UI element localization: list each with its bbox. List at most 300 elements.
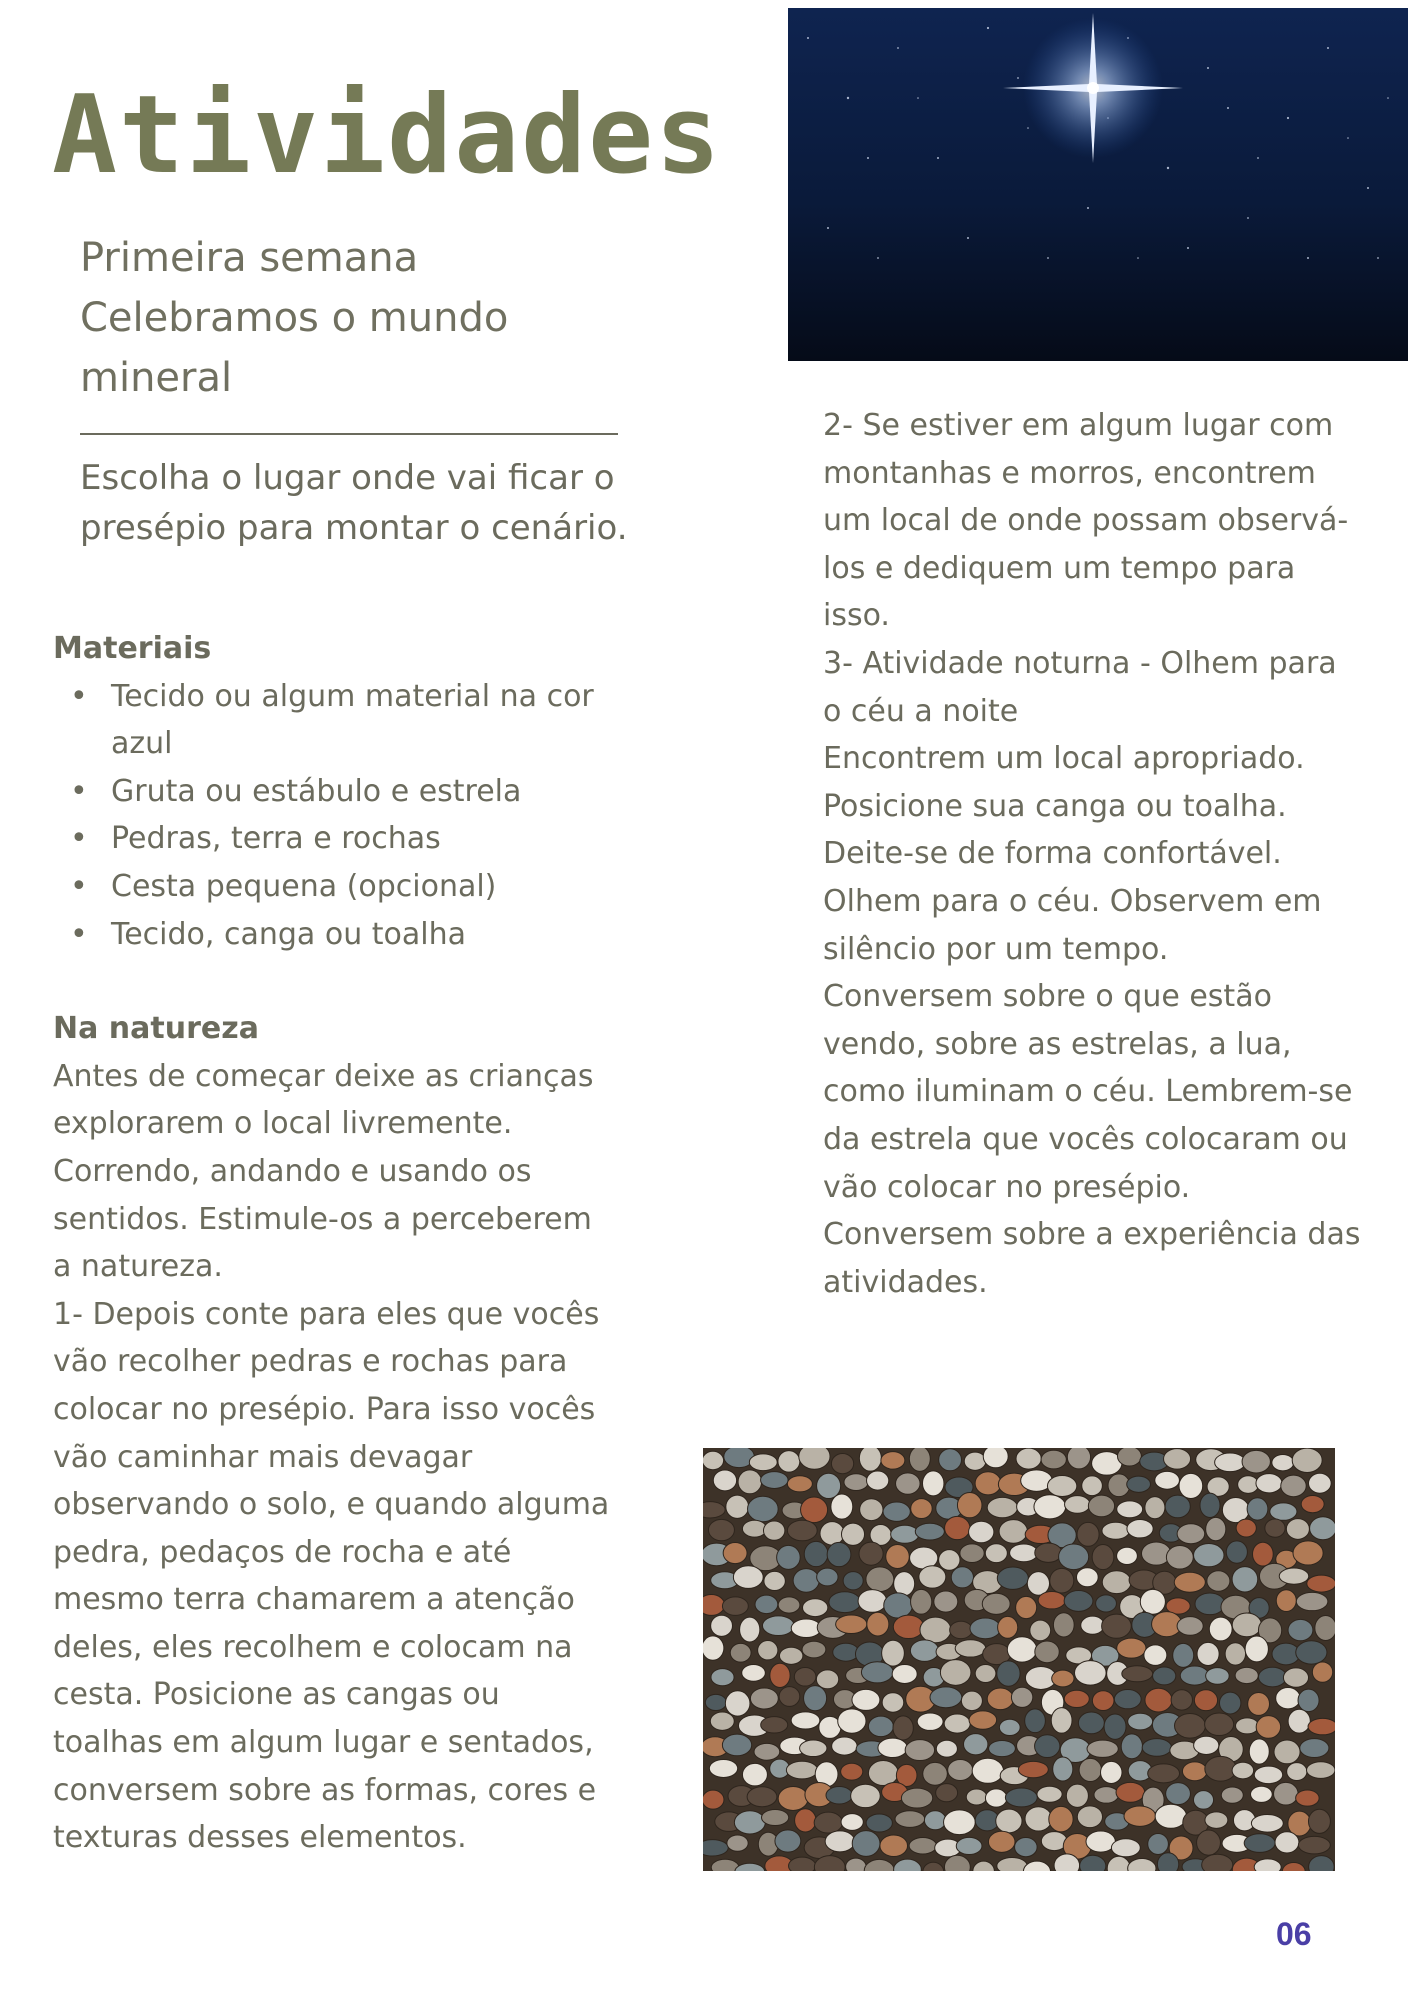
pebble	[964, 1734, 988, 1755]
pebble	[934, 1591, 958, 1612]
pebble	[1298, 1836, 1330, 1853]
pebble	[1124, 1806, 1156, 1826]
pebble	[836, 1615, 867, 1633]
pebble	[1166, 1546, 1193, 1570]
pebble	[742, 1520, 766, 1537]
pebble	[891, 1525, 919, 1543]
pebble	[802, 1641, 826, 1658]
pebble	[945, 1516, 970, 1539]
pebble	[1286, 1519, 1309, 1540]
pebble	[1308, 1718, 1335, 1734]
pebble	[1253, 1542, 1274, 1566]
pebble	[1298, 1689, 1319, 1711]
week-line: Primeira semana	[80, 235, 419, 281]
bullet-icon: •	[70, 916, 88, 952]
pebble	[1171, 1690, 1192, 1710]
pebble	[778, 1451, 800, 1473]
pebble	[1165, 1495, 1190, 1518]
pebble	[1232, 1567, 1258, 1592]
pebble	[1155, 1804, 1186, 1828]
pebble	[1296, 1641, 1327, 1664]
pebble	[787, 1520, 817, 1541]
week-line: Celebramos o mundo	[80, 295, 509, 341]
pebble	[764, 1571, 785, 1590]
pebble	[1315, 1616, 1335, 1641]
divider	[80, 433, 618, 435]
pebble	[911, 1589, 932, 1614]
pebble	[989, 1740, 1016, 1756]
pebble	[970, 1618, 1001, 1639]
pebble	[775, 1830, 801, 1852]
pebble	[1308, 1809, 1330, 1833]
pebble	[944, 1714, 970, 1733]
pebble	[1066, 1784, 1088, 1807]
pebble	[1236, 1519, 1256, 1537]
pebble	[894, 1859, 922, 1871]
pebble	[838, 1709, 866, 1733]
pebble	[1307, 1762, 1335, 1779]
pebble	[1193, 1791, 1213, 1810]
pebble	[1275, 1832, 1299, 1853]
pebble	[722, 1597, 748, 1615]
pebble	[831, 1494, 853, 1519]
pebble	[762, 1616, 794, 1636]
pebble	[886, 1544, 910, 1568]
pebble	[911, 1499, 932, 1519]
pebble	[726, 1495, 749, 1518]
pebble	[1094, 1787, 1119, 1804]
pebble	[749, 1454, 777, 1471]
pebble	[1082, 1476, 1103, 1496]
pebble	[1282, 1862, 1305, 1871]
pebble	[1177, 1524, 1205, 1544]
pebble	[1117, 1501, 1143, 1518]
pebble	[1092, 1545, 1114, 1570]
pebble	[1148, 1764, 1180, 1783]
pebble	[917, 1713, 943, 1730]
pebble	[1023, 1861, 1050, 1871]
pebble	[957, 1493, 982, 1518]
pebble	[861, 1662, 893, 1683]
pebble	[1221, 1787, 1243, 1803]
pebble	[1051, 1708, 1072, 1734]
pebble	[761, 1472, 788, 1489]
pebble	[936, 1740, 957, 1757]
pebble	[951, 1567, 973, 1588]
pebble	[1219, 1692, 1240, 1714]
pebble	[1244, 1834, 1275, 1853]
pebble	[1288, 1709, 1310, 1733]
pebble	[1166, 1783, 1191, 1805]
pebble	[1145, 1497, 1165, 1519]
pebble	[1025, 1709, 1046, 1733]
pebble	[866, 1814, 892, 1832]
pebble	[1035, 1641, 1059, 1663]
pebble	[1182, 1762, 1207, 1781]
pebble	[998, 1616, 1018, 1638]
pebble	[1142, 1739, 1171, 1757]
bullet-icon: •	[70, 821, 88, 857]
week-line: mineral	[80, 355, 233, 401]
pebble	[878, 1738, 907, 1757]
pebble	[711, 1669, 734, 1686]
pebble	[713, 1470, 736, 1491]
pebble	[1197, 1642, 1219, 1665]
pebble	[777, 1545, 801, 1569]
pebble	[1081, 1616, 1105, 1634]
pebble	[1102, 1522, 1130, 1539]
pebble	[1248, 1692, 1270, 1715]
pebble	[1016, 1596, 1037, 1618]
pebble	[1053, 1757, 1073, 1781]
pebble	[820, 1522, 844, 1545]
pebble	[1249, 1739, 1269, 1764]
pebble	[1251, 1814, 1283, 1832]
bullet-icon: •	[70, 868, 88, 904]
pebble	[1121, 1734, 1142, 1759]
pebble	[1117, 1448, 1141, 1466]
pebble	[880, 1835, 908, 1857]
pebble	[730, 1643, 751, 1662]
pebble	[1215, 1453, 1246, 1472]
right-paragraph: Conversem sobre o que estão vendo, sobre as estrelas, a lua, como iluminam o céu. Lembrem-se da estrela que vocês colocaram ou vão colocar no presépio.	[823, 979, 1353, 1205]
pebble	[1016, 1448, 1041, 1469]
pebble	[703, 1636, 724, 1660]
pebble	[1102, 1614, 1132, 1638]
pebble	[910, 1640, 938, 1662]
pebble	[793, 1569, 819, 1593]
pebble	[982, 1593, 1010, 1614]
pebble	[1092, 1691, 1114, 1711]
pebble	[1200, 1493, 1220, 1517]
pebble	[973, 1861, 995, 1871]
pebble	[1174, 1572, 1205, 1592]
pebble	[1153, 1667, 1176, 1685]
pebble	[705, 1694, 726, 1710]
pebble	[1111, 1839, 1140, 1857]
right-column	[823, 402, 1363, 1306]
pebble	[939, 1550, 960, 1571]
pebble	[920, 1617, 951, 1643]
pebble	[770, 1663, 790, 1687]
pebble	[750, 1688, 778, 1709]
pebble	[1312, 1662, 1332, 1682]
pebble	[883, 1502, 910, 1521]
pebble	[1127, 1476, 1151, 1492]
pebble	[975, 1472, 1001, 1495]
pebble	[1157, 1853, 1178, 1871]
pebble	[1078, 1712, 1104, 1734]
pebble	[868, 1761, 898, 1786]
pebble	[1035, 1543, 1062, 1562]
pebble	[708, 1519, 734, 1540]
pebble	[748, 1496, 779, 1521]
pebble	[794, 1667, 816, 1686]
pebble	[827, 1542, 851, 1566]
pebble	[829, 1592, 861, 1613]
pebble	[1209, 1617, 1232, 1641]
pebble	[895, 1811, 925, 1828]
pebble	[801, 1497, 828, 1523]
pebble	[1102, 1571, 1131, 1594]
pebble	[867, 1612, 889, 1636]
pebbles-illustration	[703, 1448, 1335, 1871]
pebble	[1301, 1495, 1324, 1512]
pebble	[1101, 1761, 1122, 1783]
pebble	[825, 1831, 855, 1852]
pebble	[817, 1568, 838, 1586]
pebble	[1127, 1520, 1153, 1538]
pebble	[738, 1470, 762, 1494]
pebble	[1235, 1667, 1258, 1683]
pebble	[999, 1719, 1020, 1735]
materials-list	[53, 673, 613, 959]
bullet-icon: •	[70, 678, 88, 714]
list-item: • Tecido ou algum material na cor azul	[53, 673, 613, 768]
pebble	[1177, 1617, 1203, 1636]
pebble	[851, 1784, 881, 1807]
right-paragraph: Deite-se de forma confortável.	[823, 836, 1282, 872]
pebble	[924, 1811, 946, 1830]
pebble	[1104, 1714, 1126, 1739]
pebble	[940, 1660, 971, 1686]
right-paragraph: Olhem para o céu. Observem em silêncio por um tempo.	[823, 883, 1322, 967]
pebble	[787, 1476, 812, 1492]
pebble	[800, 1740, 827, 1757]
pebble	[1059, 1544, 1089, 1570]
list-item: • Tecido, canga ou toalha	[53, 911, 613, 959]
pebble	[909, 1838, 936, 1854]
pebble	[1288, 1619, 1313, 1640]
pebble	[778, 1786, 808, 1810]
pebble	[1296, 1790, 1319, 1806]
pebble	[710, 1712, 734, 1730]
pebble	[1035, 1735, 1060, 1758]
pebble	[884, 1593, 913, 1618]
pebble	[960, 1544, 984, 1563]
pebble	[923, 1762, 948, 1785]
pebble	[740, 1617, 760, 1642]
list-item: • Pedras, terra e rochas	[53, 815, 613, 863]
pebble	[1038, 1592, 1065, 1609]
pebble	[799, 1448, 830, 1469]
pebble	[969, 1521, 994, 1542]
pebble	[733, 1566, 763, 1589]
pebble	[1272, 1454, 1294, 1470]
nature-heading: Na natureza	[53, 1011, 259, 1047]
pebble	[1238, 1476, 1259, 1494]
pebble	[1276, 1590, 1296, 1612]
pebble	[1025, 1807, 1052, 1831]
pebble	[755, 1595, 778, 1613]
pebble	[1096, 1595, 1117, 1612]
pebbles-image	[703, 1448, 1335, 1871]
pebble	[944, 1810, 976, 1835]
pebble	[1107, 1856, 1130, 1871]
pebble	[703, 1451, 724, 1469]
pebble	[1256, 1716, 1280, 1739]
pebble	[747, 1787, 777, 1807]
pebble	[1226, 1541, 1247, 1563]
pebble	[1074, 1661, 1106, 1686]
pebble	[997, 1661, 1020, 1686]
pebble	[948, 1759, 973, 1780]
list-item: • Cesta pequena (opcional)	[53, 863, 613, 911]
nature-paragraph: Antes de começar deixe as crianças explorarem o local livremente. Correndo, andando e usando os sentidos. Estimule-os a perceberem a natureza.	[53, 1058, 594, 1285]
pebble	[711, 1859, 739, 1871]
pebble	[860, 1499, 883, 1521]
pebble	[988, 1831, 1015, 1852]
pebble	[1122, 1666, 1153, 1682]
pebble	[1236, 1718, 1259, 1734]
pebble	[923, 1471, 944, 1496]
pebble	[867, 1471, 889, 1490]
pebble	[966, 1789, 987, 1805]
pebble	[1086, 1831, 1115, 1852]
pebble	[843, 1572, 863, 1590]
pebble	[754, 1743, 780, 1760]
pebble	[703, 1790, 724, 1809]
pebble	[892, 1664, 917, 1683]
pebble	[1225, 1643, 1245, 1665]
pebble	[1164, 1449, 1191, 1469]
pebble	[1296, 1592, 1328, 1610]
page-number: 06	[1276, 1916, 1312, 1952]
pebble	[722, 1734, 751, 1756]
pebble	[882, 1693, 904, 1713]
pebble	[1194, 1544, 1224, 1567]
pebble	[939, 1449, 962, 1471]
week-heading	[80, 228, 640, 408]
pebble	[1037, 1786, 1062, 1802]
right-paragraph: 3- Atividade noturna - Olhem para o céu a noite	[823, 645, 1337, 729]
pebble	[950, 1621, 973, 1638]
pebble	[779, 1647, 802, 1664]
pebble	[1144, 1645, 1167, 1666]
pebble	[1173, 1643, 1194, 1667]
pebble	[1293, 1541, 1323, 1565]
pebble	[779, 1687, 800, 1707]
pebble	[803, 1599, 828, 1617]
pebble	[1175, 1713, 1206, 1738]
pebble	[804, 1541, 828, 1566]
pebble	[1195, 1593, 1225, 1615]
list-item: • Gruta ou estábulo e estrela	[53, 768, 613, 816]
pebble	[859, 1542, 883, 1565]
pebble	[742, 1763, 767, 1785]
pebble	[923, 1862, 944, 1871]
pebble	[972, 1758, 1003, 1783]
bullet-icon: •	[70, 773, 88, 809]
pebble	[844, 1474, 868, 1491]
pebble	[1274, 1782, 1299, 1805]
pebble	[985, 1789, 1007, 1807]
pebble	[1179, 1473, 1203, 1498]
pebble	[909, 1448, 930, 1471]
pebble	[791, 1712, 820, 1729]
pebble	[1265, 1519, 1285, 1537]
pebble	[1064, 1590, 1093, 1611]
pebble	[804, 1686, 827, 1711]
intro-text: Escolha o lugar onde vai ficar o presépio para montar o cenário.	[80, 458, 628, 548]
pebble	[1041, 1450, 1066, 1469]
pebble	[1205, 1812, 1228, 1828]
pebble	[1202, 1854, 1233, 1871]
right-paragraph: Posicione sua canga ou toalha.	[823, 788, 1287, 824]
pebble	[1254, 1766, 1282, 1784]
pebble	[841, 1523, 864, 1545]
pebble	[1287, 1763, 1307, 1781]
pebble	[999, 1520, 1027, 1544]
pebble	[1117, 1638, 1146, 1658]
pebble	[964, 1452, 986, 1470]
pebble	[1232, 1613, 1261, 1637]
pebble	[1077, 1522, 1099, 1546]
nature-paragraph: 1- Depois conte para eles que vocês vão recolher pedras e rochas para colocar no presépio. Para isso vocês vão caminhar mais devagar observando o solo, e quando alguma pedra, pedaços de rocha e até mesmo terra chamarem a atenção deles, eles recolhem e colocam na cesta. Posicione as cangas ou toalhas em algum lugar e sentados, conversem sobre as formas, cores e texturas desses elementos.	[53, 1296, 610, 1856]
pebble	[1050, 1568, 1074, 1593]
pebble	[1254, 1859, 1281, 1871]
pebble	[930, 1687, 962, 1708]
pebble	[1292, 1448, 1322, 1472]
pebble	[1079, 1758, 1101, 1781]
right-paragraph: Encontrem um local apropriado.	[823, 741, 1305, 777]
pebble	[846, 1858, 867, 1871]
pebble	[841, 1763, 863, 1780]
pebble	[742, 1665, 766, 1682]
pebble	[1047, 1475, 1076, 1496]
pebble	[762, 1809, 789, 1825]
right-paragraph: 2- Se estiver em algum lugar com montanhas e morros, encontrem um local de onde possam observá-los e dediquem um tempo para isso.	[823, 408, 1349, 634]
pebble	[1140, 1589, 1165, 1614]
materials-heading: Materiais	[53, 631, 212, 666]
pebble	[1011, 1687, 1032, 1707]
pebble	[1052, 1670, 1074, 1687]
pebble	[1067, 1448, 1090, 1469]
pebble	[1034, 1495, 1066, 1519]
pebble	[1015, 1837, 1038, 1856]
pebble	[1274, 1740, 1300, 1764]
pebble	[1276, 1688, 1301, 1709]
pebble	[944, 1855, 970, 1871]
pebble	[1077, 1806, 1102, 1828]
pebble	[1128, 1713, 1153, 1730]
pebble	[1128, 1858, 1156, 1871]
pebble	[1309, 1856, 1335, 1871]
pebble	[725, 1691, 750, 1716]
pebble	[969, 1711, 997, 1729]
pebble	[1281, 1475, 1306, 1497]
pebble	[841, 1814, 863, 1831]
pebble	[1005, 1788, 1037, 1807]
pebble	[901, 1788, 932, 1808]
pebble	[1242, 1450, 1270, 1473]
pebble	[786, 1761, 817, 1779]
pebble	[1300, 1739, 1329, 1758]
pebble	[826, 1786, 852, 1803]
pebble	[1053, 1613, 1074, 1637]
right-paragraph: Conversem sobre a experiência das atividades.	[823, 1217, 1361, 1300]
page-title: Atividades	[52, 73, 723, 198]
pebble	[723, 1543, 747, 1564]
starry-sky-image	[788, 8, 1408, 361]
pebble	[778, 1597, 800, 1613]
pebble	[975, 1664, 996, 1682]
pebble	[866, 1567, 894, 1592]
pebble	[881, 1452, 905, 1470]
pebble	[961, 1691, 982, 1710]
pebble	[831, 1454, 853, 1474]
pebble	[727, 1835, 748, 1851]
